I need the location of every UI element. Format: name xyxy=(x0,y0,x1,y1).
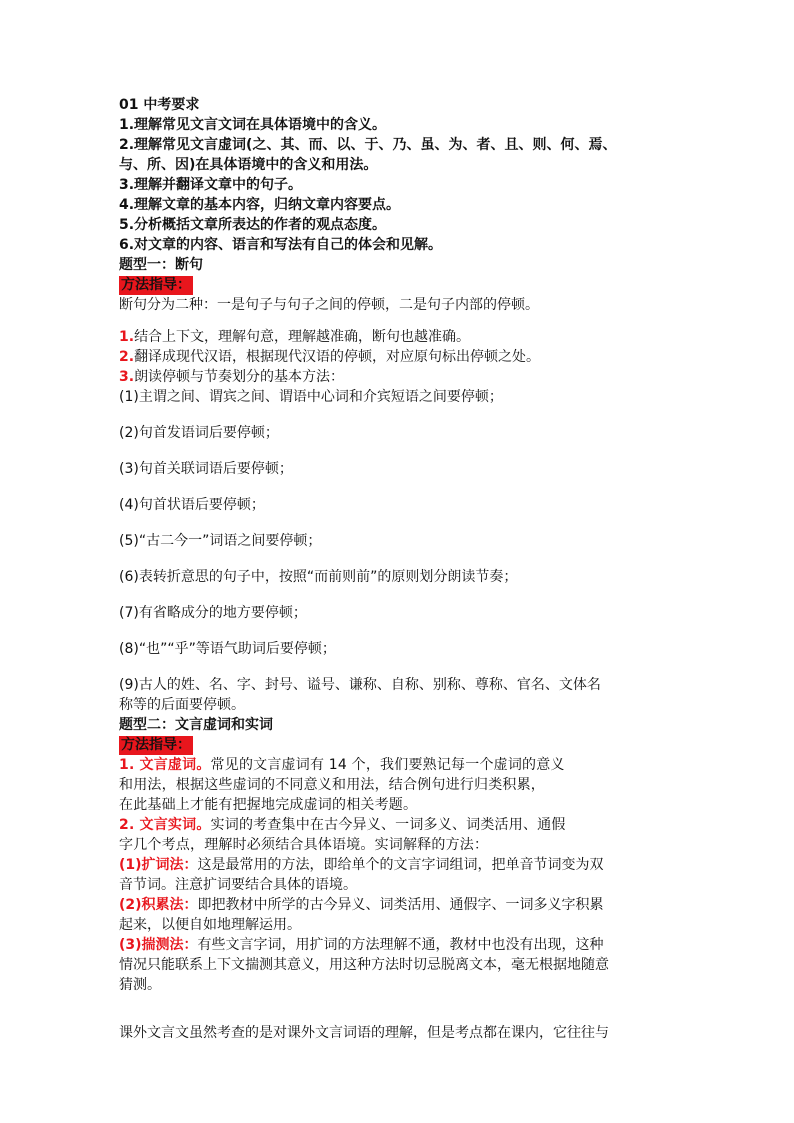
paragraph-line: 猜测。 xyxy=(119,977,161,993)
requirement-item: 1.理解常见文言文词在具体语境中的含义。 xyxy=(119,117,387,133)
section-title-function-words: 题型二：文言虚词和实词 xyxy=(119,717,273,733)
pause-rule: (5)“古二今一”词语之间要停顿； xyxy=(119,533,322,549)
closing-paragraph: 课外文言文虽然考查的是对课外文言词语的理解，但是考点都在课内，它往往与 xyxy=(119,1025,609,1041)
paragraph-line: 在此基础上才能有把握地完成虚词的相关考题。 xyxy=(119,797,418,813)
paragraph-line: 起来，以便自如地理解运用。 xyxy=(119,917,301,933)
pause-rule: (6)表转折意思的句子中，按照“而前则前”的原则划分朗读节奏； xyxy=(119,569,518,585)
function-words-paragraph xyxy=(119,755,679,775)
method-guide-label-row xyxy=(119,735,679,755)
method-label: (2)积累法： xyxy=(119,897,198,913)
pause-rule: (4)句首状语后要停顿； xyxy=(119,497,265,513)
requirement-item: 与、所、因)在具体语境中的含义和用法。 xyxy=(119,157,378,173)
sentence-breaking-intro: 断句分为二种：一是句子与句子之间的停顿，二是句子内部的停顿。 xyxy=(119,297,539,313)
content-words-paragraph xyxy=(119,815,679,835)
requirement-item: 4.理解文章的基本内容，归纳文章内容要点。 xyxy=(119,197,401,213)
pause-rule: (2)句首发语词后要停顿； xyxy=(119,425,279,441)
section-title-requirements: 01 中考要求 xyxy=(119,97,200,113)
method-point-number: 3. xyxy=(119,369,135,385)
method-point-number: 2. xyxy=(119,349,135,365)
method-point-text: 结合上下文，理解句意，理解越准确，断句也越准确。 xyxy=(134,329,471,345)
paragraph-label: 2. 文言实词。 xyxy=(119,817,211,833)
requirement-item: 5.分析概括文章所表达的作者的观点态度。 xyxy=(119,217,387,233)
method-guide-label-row xyxy=(119,275,679,295)
paragraph-text: 常见的文言虚词有 14 个，我们要熟记每一个虚词的意义 xyxy=(210,757,565,773)
paragraph-line: 字几个考点，理解时必须结合具体语境。实词解释的方法： xyxy=(119,837,489,853)
method-text: 即把教材中所学的古今异义、词类活用、通假字、一词多义字积累 xyxy=(197,897,604,913)
method-text: 有些文言字词，用扩词的方法理解不通，教材中也没有出现，这种 xyxy=(197,937,604,953)
pause-rule: (8)“也”“乎”等语气助词后要停顿； xyxy=(119,641,336,657)
pause-rule-continuation: 称等的后面要停顿。 xyxy=(119,697,245,713)
method-point xyxy=(119,327,679,347)
document-page xyxy=(119,95,679,1043)
method-point-text: 朗读停顿与节奏划分的基本方法： xyxy=(134,369,345,385)
method-text: 这是最常用的方法，即给单个的文言字词组词，把单音节词变为双 xyxy=(197,857,604,873)
method-label: (1)扩词法： xyxy=(119,857,198,873)
paragraph-line: 音节词。注意扩词要结合具体的语境。 xyxy=(119,877,357,893)
pause-rule: (9)古人的姓、名、字、封号、谥号、谦称、自称、别称、尊称、官名、文体名 xyxy=(119,677,601,693)
paragraph-text: 实词的考查集中在古今异义、一词多义、词类活用、通假 xyxy=(210,817,566,833)
requirement-item: 3.理解并翻译文章中的句子。 xyxy=(119,177,303,193)
requirement-item: 2.理解常见文言虚词(之、其、而、以、于、乃、虽、为、者、且、则、何、焉、 xyxy=(119,137,617,153)
paragraph-line: 和用法，根据这些虚词的不同意义和用法，结合例句进行归类积累， xyxy=(119,777,545,793)
pause-rule: (7)有省略成分的地方要停顿； xyxy=(119,605,307,621)
method-point xyxy=(119,347,679,367)
paragraph-label: 1. 文言虚词。 xyxy=(119,757,211,773)
method-label: (3)揣测法： xyxy=(119,937,198,953)
pause-rule: (1)主谓之间、谓宾之间、谓语中心词和介宾短语之间要停顿； xyxy=(119,389,503,405)
method-accumulate xyxy=(119,895,679,915)
method-guide-label: 方法指导： xyxy=(121,277,191,293)
method-point-number: 1. xyxy=(119,329,135,345)
paragraph-line: 情况只能联系上下文揣测其意义，用这种方法时切忌脱离文本，毫无根据地随意 xyxy=(119,957,609,973)
section-title-sentence-breaking: 题型一：断句 xyxy=(119,257,203,273)
method-infer xyxy=(119,935,679,955)
method-point-text: 翻译成现代汉语，根据现代汉语的停顿，对应原句标出停顿之处。 xyxy=(134,349,541,365)
requirement-item: 6.对文章的内容、语言和写法有自己的体会和见解。 xyxy=(119,237,443,253)
pause-rule: (3)句首关联词语后要停顿； xyxy=(119,461,293,477)
method-guide-label: 方法指导： xyxy=(121,737,191,753)
method-point xyxy=(119,367,679,387)
method-expand-words xyxy=(119,855,679,875)
